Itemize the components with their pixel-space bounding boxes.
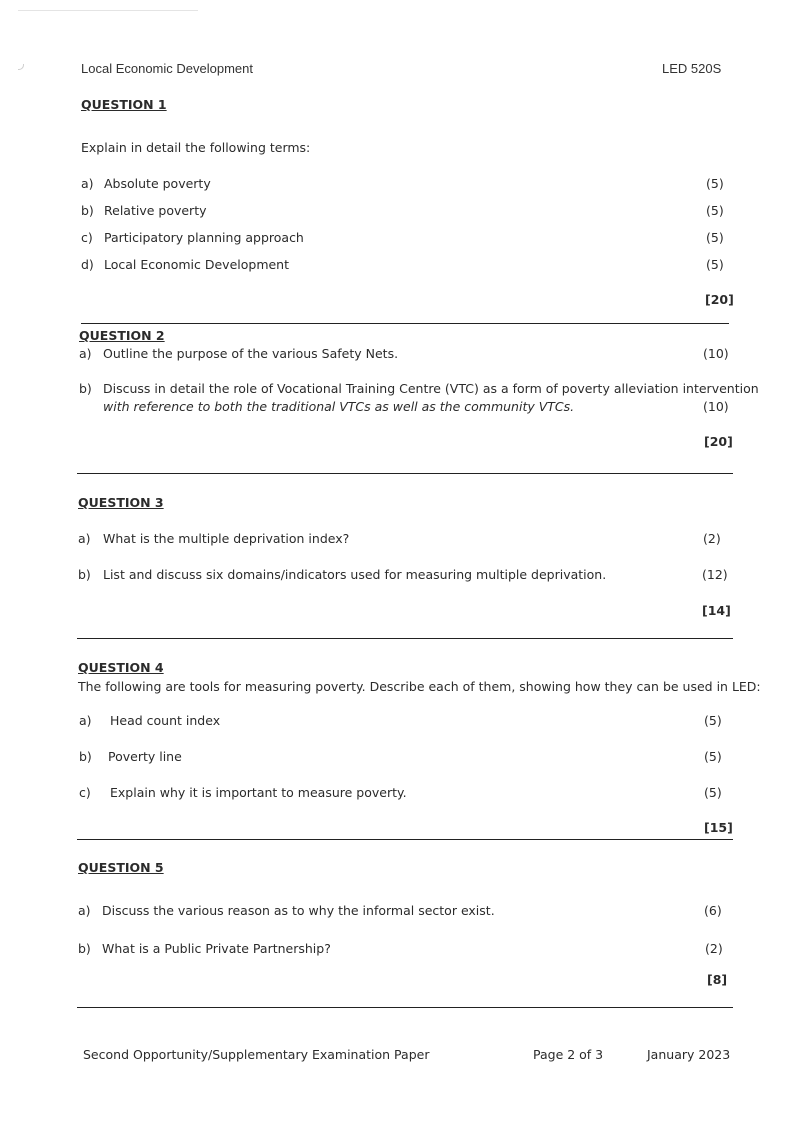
q5-item-a-text: Discuss the various reason as to why the informal sector exist.: [102, 903, 495, 918]
q5-item-b-text: What is a Public Private Partnership?: [102, 941, 331, 956]
q1-item-c-marks: (5): [706, 230, 724, 245]
question-4-title: QUESTION 4: [78, 660, 164, 675]
q1-item-a-letter: a): [81, 176, 94, 191]
q4-item-c-marks: (5): [704, 785, 722, 800]
q3-item-a-marks: (2): [703, 531, 721, 546]
q3-item-a-text: What is the multiple deprivation index?: [103, 531, 350, 546]
section-divider: [77, 839, 733, 840]
question-3-title: QUESTION 3: [78, 495, 164, 510]
q3-item-b-text: List and discuss six domains/indicators used for measuring multiple deprivation.: [103, 567, 607, 582]
question-3-total: [14]: [702, 603, 731, 618]
question-5-title: QUESTION 5: [78, 860, 164, 875]
q5-item-b-marks: (2): [705, 941, 723, 956]
q5-item-a-letter: a): [78, 903, 91, 918]
question-1-title: QUESTION 1: [81, 97, 167, 112]
question-1-total: [20]: [705, 292, 734, 307]
q1-item-c-text: Participatory planning approach: [104, 230, 304, 245]
q1-item-d-letter: d): [81, 257, 94, 272]
footer-date: January 2023: [647, 1047, 731, 1062]
q1-item-c-letter: c): [81, 230, 93, 245]
scan-artifact: [18, 10, 198, 11]
q4-item-a-letter: a): [79, 713, 92, 728]
q1-item-b-text: Relative poverty: [104, 203, 207, 218]
q3-item-a-letter: a): [78, 531, 91, 546]
q3-item-b-marks: (12): [702, 567, 728, 582]
q2-item-a-text: Outline the purpose of the various Safety Nets.: [103, 346, 399, 361]
course-title: Local Economic Development: [81, 61, 253, 76]
q4-item-a-text: Head count index: [110, 713, 221, 728]
q1-item-d-text: Local Economic Development: [104, 257, 290, 272]
q2-item-a-marks: (10): [703, 346, 729, 361]
q1-item-a-marks: (5): [706, 176, 724, 191]
q1-item-a-text: Absolute poverty: [104, 176, 211, 191]
q4-item-b-text: Poverty line: [108, 749, 182, 764]
q2-item-b-marks: (10): [703, 399, 729, 414]
scan-artifact: [18, 64, 24, 70]
q4-item-b-marks: (5): [704, 749, 722, 764]
q2-item-b-text-line2: with reference to both the traditional VTCs as well as the community VTCs.: [103, 399, 575, 414]
q2-item-a-letter: a): [79, 346, 92, 361]
q5-item-a-marks: (6): [704, 903, 722, 918]
q3-item-b-letter: b): [78, 567, 91, 582]
section-divider: [77, 473, 733, 474]
section-divider: [77, 1007, 733, 1008]
q1-item-b-marks: (5): [706, 203, 724, 218]
footer-paper-type: Second Opportunity/Supplementary Examination Paper: [83, 1047, 430, 1062]
q4-item-a-marks: (5): [704, 713, 722, 728]
q4-item-b-letter: b): [79, 749, 92, 764]
course-code: LED 520S: [662, 61, 722, 76]
section-divider: [77, 638, 733, 639]
q2-item-b-letter: b): [79, 381, 92, 396]
question-2-title: QUESTION 2: [79, 328, 165, 343]
question-4-intro: The following are tools for measuring poverty. Describe each of them, showing how they can be used in LED:: [78, 679, 761, 694]
question-5-total: [8]: [707, 972, 728, 987]
question-4-total: [15]: [704, 820, 733, 835]
question-1-intro: Explain in detail the following terms:: [81, 140, 311, 155]
q5-item-b-letter: b): [78, 941, 91, 956]
question-2-total: [20]: [704, 434, 733, 449]
section-divider: [81, 323, 729, 324]
q1-item-d-marks: (5): [706, 257, 724, 272]
q4-item-c-text: Explain why it is important to measure poverty.: [110, 785, 407, 800]
q2-item-b-text-line1: Discuss in detail the role of Vocational Training Centre (VTC) as a form of poverty alleviation intervention: [103, 381, 759, 396]
q1-item-b-letter: b): [81, 203, 94, 218]
q4-item-c-letter: c): [79, 785, 91, 800]
footer-page-number: Page 2 of 3: [533, 1047, 604, 1062]
